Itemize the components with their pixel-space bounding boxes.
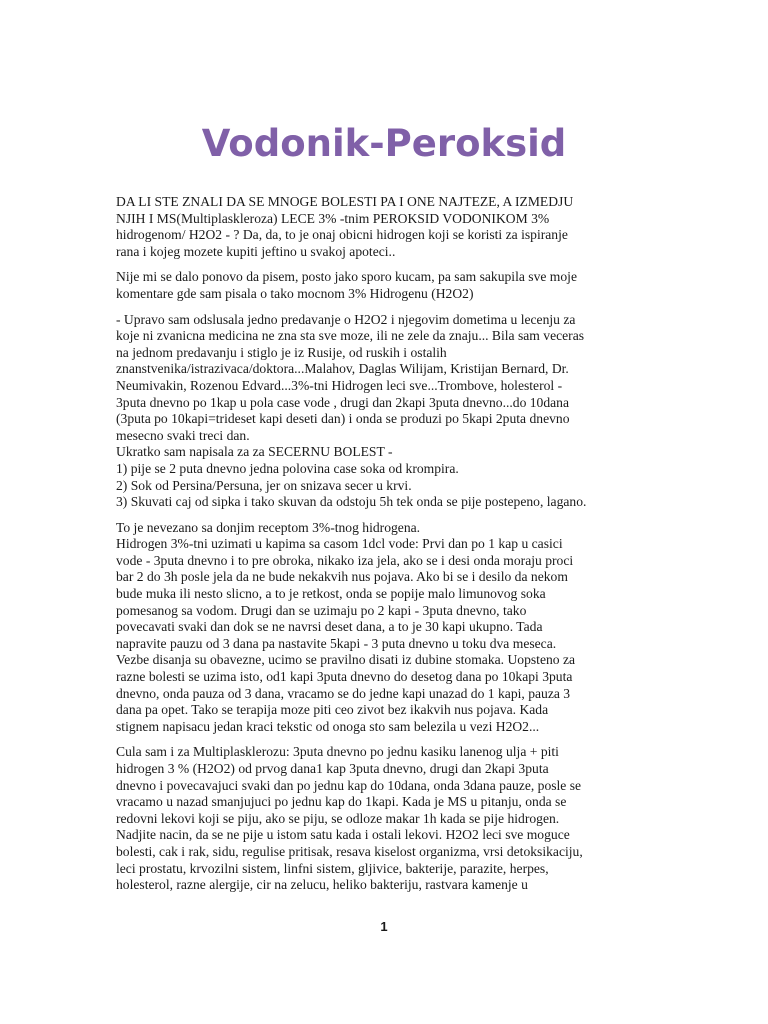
text-line: Hidrogen 3%-tni uzimati u kapima sa casom 1dcl vode: Prvi dan po 1 kap u casici [116, 536, 563, 552]
text-line: vode - 3puta dnevno i to pre obroka, nikako iza jela, ako se i desi onda moraju proci [116, 552, 574, 568]
page-number: 1 [380, 919, 388, 934]
text-line: povecavati svaki dan dok se ne navrsi deset dana, a to je 30 kapi ukupno. Tada [116, 619, 543, 635]
text-line: znanstvenika/istrazivaca/doktora...Malahov, Daglas Wilijam, Kristijan Bernard, Dr. [116, 361, 569, 377]
text-line: hidrogenom/ H2O2 - ? Da, da, to je onaj obicni hidrogen koji se koristi za ispiranje [116, 227, 568, 243]
text-line: NJIH I MS(Multiplaskleroza) LECE 3% -tnim PEROKSID VODONIKOM 3% [116, 210, 550, 226]
text-line: pomesanog sa vodom. Drugi dan se uzimaju po 2 kapi - 3puta dnevno, tako [116, 602, 527, 618]
text-line: Nadjite nacin, da se ne pije u istom satu kada i ostali lekovi. H2O2 leci sve moguce [116, 827, 570, 843]
text-line: Nije mi se dalo ponovo da pisem, posto jako sporo kucam, pa sam sakupila sve moje [116, 269, 577, 285]
text-line: komentare gde sam pisala o tako mocnom 3% Hidrogenu (H2O2) [116, 285, 474, 301]
text-line: dana pa opet. Tako se terapija moze piti ceo zivot bez ikakvih nus pojava. Kada [116, 702, 549, 718]
text-line: napravite pauzu od 3 dana pa nastavite 5kapi - 3 puta dnevno u toku dva meseca. [116, 635, 557, 651]
text-line: To je nevezano sa donjim receptom 3%-tnog hidrogena. [116, 519, 421, 535]
text-line: na jednom predavanju i stiglo je iz Rusije, od ruskih i ostalih [116, 344, 447, 360]
paragraph [116, 312, 664, 511]
text-line: (3puta po 10kapi=trideset kapi deseti dan) i onda se produzi po 5kapi 2puta dnevno [116, 411, 570, 427]
text-line: stignem napisacu jedan kraci tekstic od onoga sto sam belezila u vezi H2O2... [116, 718, 540, 734]
text-line: 3puta dnevno po 1kap u pola case vode , drugi dan 2kapi 3puta dnevno...do 10dana [116, 394, 570, 410]
text-line: 1) pije se 2 puta dnevno jedna polovina case soka od krompira. [116, 460, 459, 476]
text-line: rana i kojeg mozete kupiti jeftino u svakoj apoteci.. [116, 243, 396, 259]
text-line: Ukratko sam napisala za za SECERNU BOLEST - [116, 444, 393, 460]
paragraph [116, 520, 664, 736]
text-line: Vezbe disanja su obavezne, ucimo se pravilno disati iz dubine stomaka. Uopsteno za [116, 652, 576, 668]
text-line: DA LI STE ZNALI DA SE MNOGE BOLESTI PA I ONE NAJTEZE, A IZMEDJU [116, 194, 574, 209]
text-line: Neumivakin, Rozenou Edvard...3%-tni Hidrogen leci sve...Trombove, holesterol - [116, 377, 563, 393]
text-line: leci prostatu, krvozilni sistem, linfni sistem, gljivice, bakterije, parazite, herpes, [116, 860, 549, 876]
paragraph [116, 194, 664, 260]
document-body [116, 194, 664, 903]
text-line: bolesti, cak i rak, sidu, regulise pritisak, resava kiselost organizma, vrsi detoksikaciju, [116, 843, 583, 859]
paragraph [116, 269, 664, 302]
text-line: - Upravo sam odslusala jedno predavanje o H2O2 i njegovim dometima u lecenju za [116, 311, 576, 327]
text-line: dnevno i povecavajuci svaki dan po jednu kap do 10dana, onda 3dana pauze, posle se [116, 777, 582, 793]
paragraph [116, 744, 664, 893]
document-title: Vodonik-Peroksid [201, 122, 567, 165]
text-line: holesterol, razne alergije, cir na zelucu, heliko bakteriju, rastvara kamenje u [116, 877, 528, 893]
text-line: bude muka ili nesto slicno, a to je retkost, onda se popije malo limunovog soka [116, 586, 546, 602]
text-line: 2) Sok od Persina/Persuna, jer on snizava secer u krvi. [116, 477, 412, 493]
text-line: razne bolesti se uzima isto, od1 kapi 3puta dnevno do desetog dana po 10kapi 3puta [116, 669, 573, 685]
text-line: koje ni zvanicna medicina ne zna sta sve moze, ili ne zele da znaju... Bila sam veceras [116, 328, 585, 344]
text-line: Cula sam i za Multiplasklerozu: 3puta dnevno po jednu kasiku lanenog ulja + piti [116, 744, 559, 760]
text-line: dnevno, onda pauza od 3 dana, vracamo se do jedne kapi unazad do 1 kapi, pauza 3 [116, 685, 571, 701]
text-line: redovni lekovi koji se piju, ako se piju, se odloze makar 1h kada se pije hidrogen. [116, 810, 560, 826]
text-line: 3) Skuvati caj od sipka i tako skuvan da odstoju 5h tek onda se pije postepeno, lagano. [116, 494, 587, 510]
text-line: hidrogen 3 % (H2O2) od prvog dana1 kap 3puta dnevno, drugi dan 2kapi 3puta [116, 761, 549, 776]
text-line: bar 2 do 3h posle jela da ne bude nekakvih nus pojava. Ako bi se i desilo da nekom [116, 569, 568, 585]
text-line: vracamo u nazad smanjujuci po jednu kap do 1kapi. Kada je MS u pitanju, onda se [116, 794, 567, 810]
text-line: mesecno svaki treci dan. [116, 427, 250, 443]
